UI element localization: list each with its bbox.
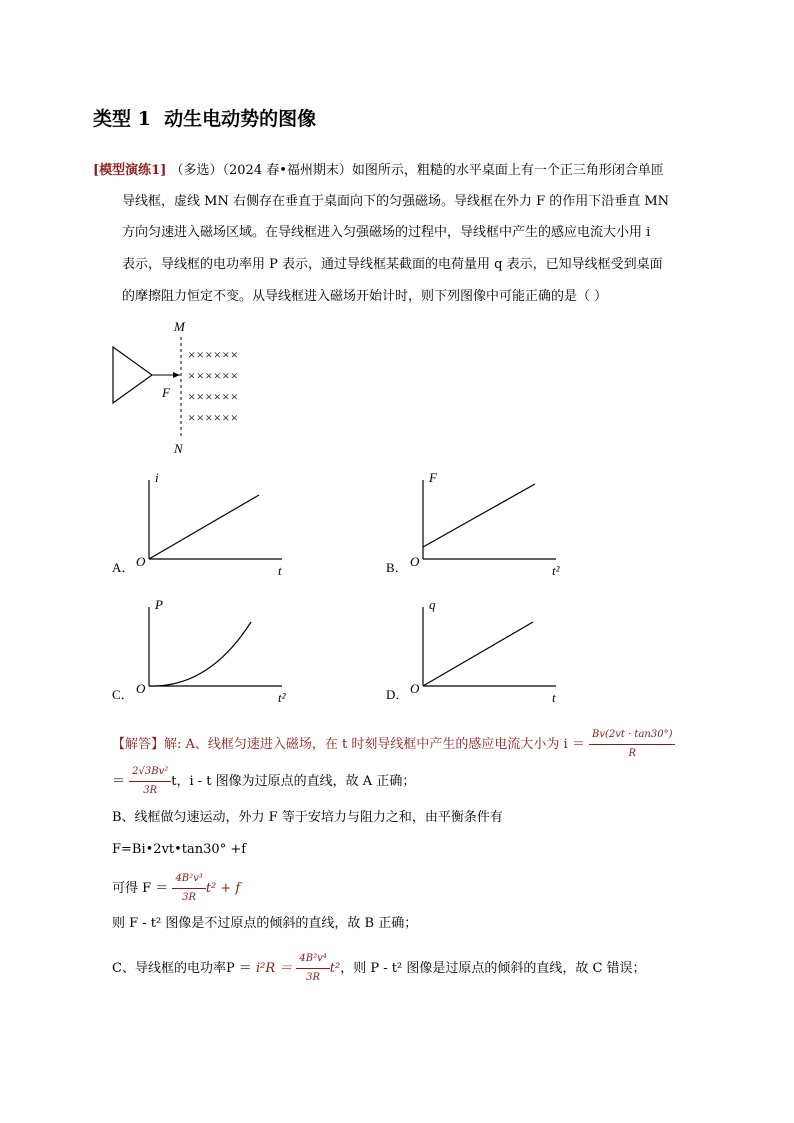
label-n: N <box>174 441 183 456</box>
fraction-numerator: 2√3Bv² <box>129 763 171 782</box>
setup-figure <box>100 315 290 460</box>
option-d <box>386 595 576 711</box>
option-letter: C． <box>112 687 134 702</box>
option-graph <box>386 468 576 580</box>
x-axis-label: t <box>278 563 282 578</box>
question-line-1 <box>93 163 664 179</box>
solution-line-7 <box>112 950 646 987</box>
solution-text-7: C、导线框的电功率P ＝ <box>112 961 252 976</box>
fraction-numerator: 4B²v⁴ <box>296 950 329 969</box>
option-graph <box>386 595 576 707</box>
origin-label: O <box>136 554 146 569</box>
option-c <box>112 595 302 711</box>
page-title: 类型 1 动生电动势的图像 <box>93 108 317 130</box>
solution-line-5 <box>112 870 240 907</box>
solution-tag: 【解答】 <box>112 737 165 752</box>
solution-text-1: 解: A、线框匀速进入磁场，在 t 时刻导线框中产生的感应电流大小为 i ＝ <box>164 737 585 752</box>
question-line-5: 的摩擦阻力恒定不变。从导线框进入磁场开始计时，则下列图像中可能正确的是（ ） <box>122 289 608 304</box>
label-f: F <box>162 385 170 400</box>
fraction-force <box>172 870 205 907</box>
formula-power: i²R ＝ <box>255 961 293 976</box>
fraction-denominator: 3R <box>182 892 197 903</box>
formula-t-squared: t² <box>329 961 341 976</box>
solution-text-5: 可得 F ＝ <box>112 881 169 896</box>
question-line-2: 导线框，虚线 MN 右侧存在垂直于桌面向下的匀强磁场。导线框在外力 F 的作用下沿垂直 MN <box>122 194 670 209</box>
fraction-current <box>589 726 676 763</box>
graph-curve <box>149 622 251 686</box>
option-a <box>112 468 302 584</box>
option-letter: B． <box>386 560 408 575</box>
option-graph <box>112 595 302 707</box>
formula-tail: t² + f <box>205 881 241 896</box>
equals-sign: ＝ <box>112 774 126 789</box>
fraction-denominator: 3R <box>143 785 158 796</box>
y-axis-label: F <box>429 470 437 485</box>
solution-text-7b: ，则 P - t² 图像是过原点的倾斜的直线，故 C 错误； <box>340 961 646 976</box>
fraction-denominator: R <box>628 748 636 759</box>
option-letter: A． <box>112 560 135 575</box>
arrow-head-icon <box>173 372 180 378</box>
x-axis-label: t² <box>552 563 560 578</box>
origin-label: O <box>410 681 420 696</box>
origin-label: O <box>410 554 420 569</box>
solution-line-4: F=Bi•2vt•tan30° +f <box>112 842 247 857</box>
origin-label: O <box>136 681 146 696</box>
y-axis-label: P <box>155 597 163 612</box>
fraction-numerator: Bv(2vt · tan30°) <box>589 726 676 745</box>
question-text-1: （多选）（2024 春•福州期末）如图所示，粗糙的水平桌面上有一个正三角形闭合单匝 <box>170 163 664 178</box>
solution-line-6: 则 F - t² 图像是不过原点的倾斜的直线，故 B 正确； <box>112 916 418 931</box>
x-axis-label: t <box>552 690 556 705</box>
solution-text-2: t，i - t 图像为过原点的直线，故 A 正确； <box>171 774 416 789</box>
fraction-current-simplified <box>129 763 171 800</box>
question-line-4: 表示，导线框的电功率用 P 表示，通过导线框某截面的电荷量用 q 表示，已知导线框受到桌面 <box>122 257 663 272</box>
fraction-power <box>296 950 329 987</box>
graph-curve <box>149 495 259 559</box>
field-row: ×××××× <box>188 347 240 362</box>
solution-line-1 <box>112 726 675 763</box>
solution-line-2 <box>112 763 415 800</box>
field-row: ×××××× <box>188 389 240 404</box>
option-letter: D． <box>386 687 409 702</box>
question-tag: [模型演练1] <box>93 163 167 178</box>
triangle-frame <box>113 347 152 403</box>
x-axis-label: t² <box>278 690 286 705</box>
y-axis-label: i <box>155 470 159 485</box>
question-line-3: 方向匀速进入磁场区域。在导线框进入匀强磁场的过程中，导线框中产生的感应电流大小用 i <box>122 225 651 240</box>
option-graph <box>112 468 302 580</box>
label-m: M <box>174 319 185 334</box>
graph-curve <box>423 484 535 547</box>
field-row: ×××××× <box>188 410 240 425</box>
y-axis-label: q <box>429 597 436 612</box>
solution-line-3: B、线框做匀速运动，外力 F 等于安培力与阻力之和，由平衡条件有 <box>112 810 503 825</box>
fraction-numerator: 4B²v³ <box>172 870 205 889</box>
fraction-denominator: 3R <box>306 972 321 983</box>
option-b <box>386 468 576 584</box>
graph-curve <box>423 622 533 686</box>
field-row: ×××××× <box>188 368 240 383</box>
